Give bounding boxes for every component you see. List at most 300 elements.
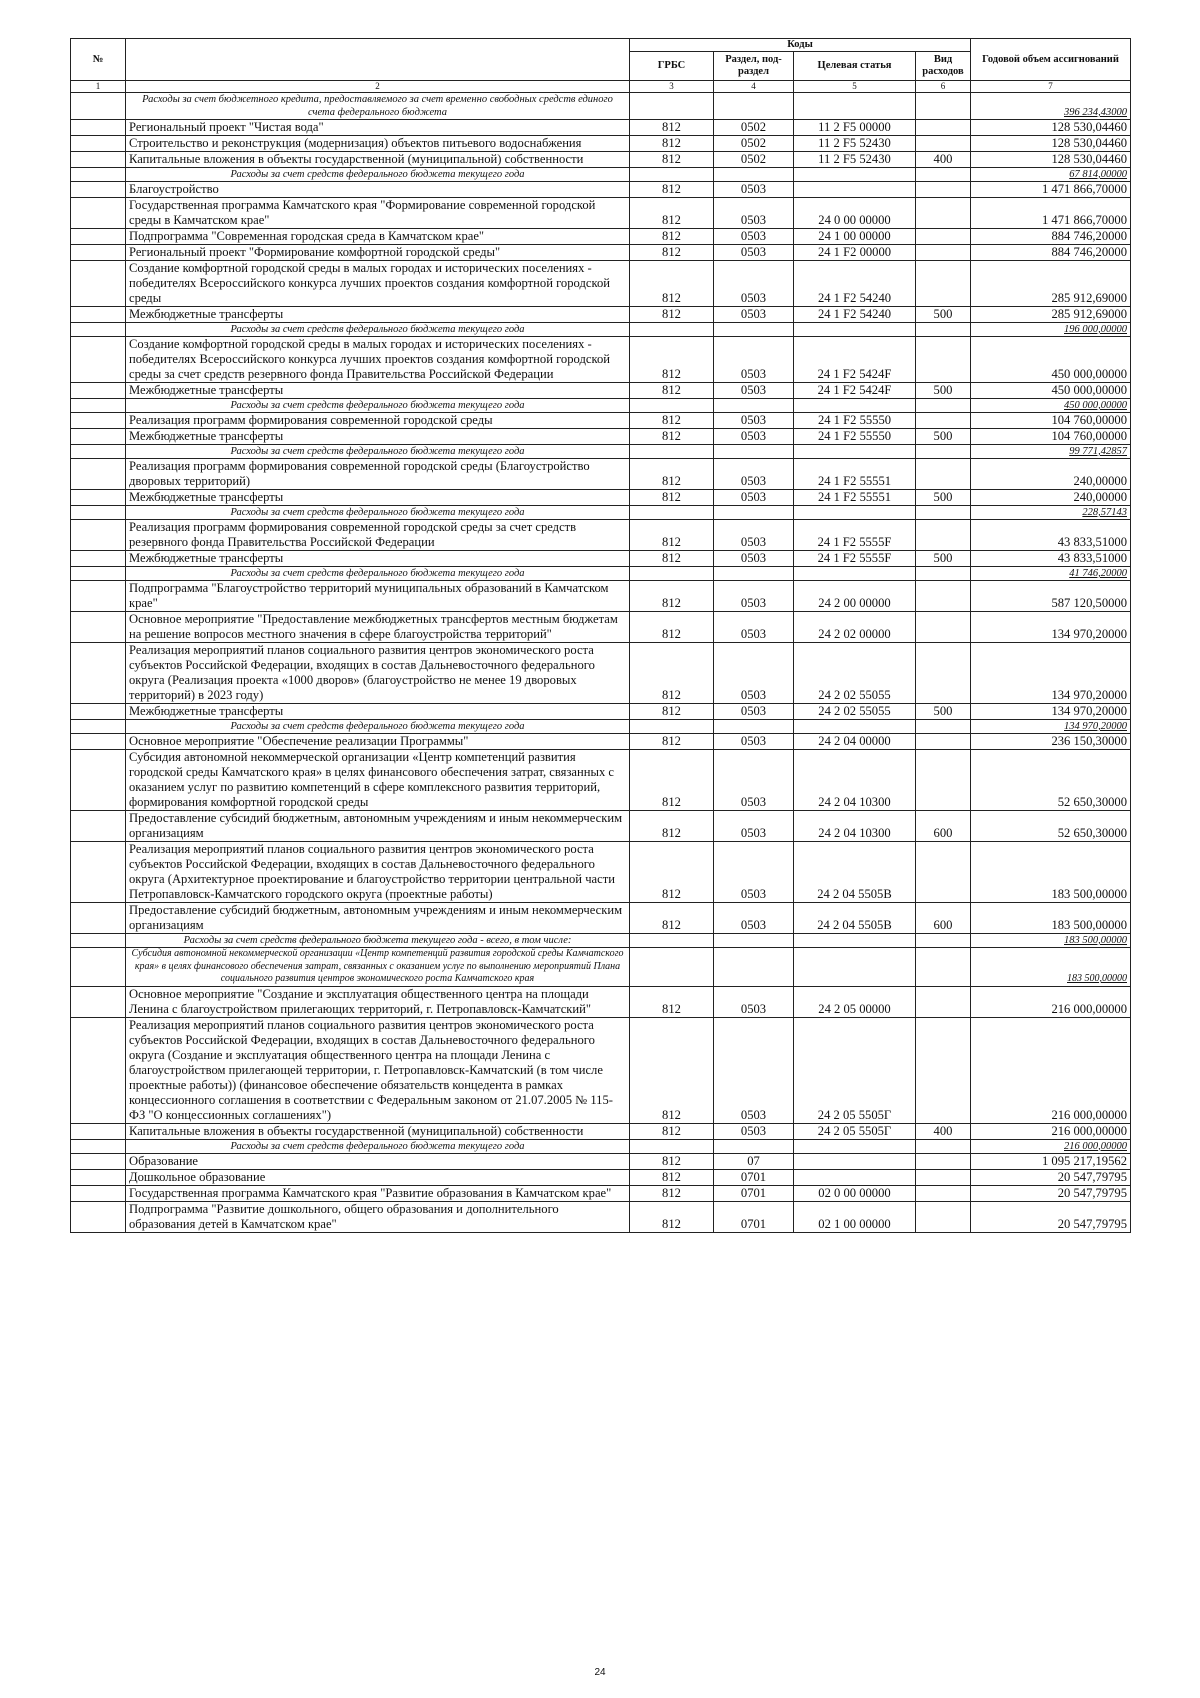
- funding-note-row: [71, 168, 1131, 182]
- grbs-cell: 812: [630, 413, 714, 429]
- table-row: [71, 842, 1131, 903]
- section-cell: 0503: [714, 337, 794, 383]
- amount-cell: 43 833,51000: [971, 551, 1131, 567]
- expense-type-cell: [916, 399, 971, 413]
- expense-type-cell: [916, 643, 971, 704]
- target-cell: 24 1 F2 55551: [794, 490, 916, 506]
- amount-cell: 285 912,69000: [971, 307, 1131, 323]
- amount-cell: 128 530,04460: [971, 120, 1131, 136]
- grbs-cell: 812: [630, 734, 714, 750]
- row-name-cell: Создание комфортной городской среды в малых городах и исторических поселениях - победителях Всероссийского конкурса лучших проектов создания комфортной городской среды: [126, 261, 630, 307]
- row-number-cell: [71, 612, 126, 643]
- expense-type-cell: 600: [916, 903, 971, 934]
- row-name-cell: Расходы за счет средств федерального бюджета текущего года - всего, в том числе:: [126, 934, 630, 948]
- grbs-cell: [630, 168, 714, 182]
- row-name-cell: Межбюджетные трансферты: [126, 704, 630, 720]
- target-cell: [794, 567, 916, 581]
- target-cell: [794, 323, 916, 337]
- section-cell: [714, 399, 794, 413]
- row-name-cell: Расходы за счет средств федерального бюджета текущего года: [126, 399, 630, 413]
- row-number-cell: [71, 1169, 126, 1185]
- table-row: [71, 120, 1131, 136]
- amount-cell: 236 150,30000: [971, 734, 1131, 750]
- expense-type-cell: 500: [916, 490, 971, 506]
- row-number-cell: [71, 229, 126, 245]
- row-name-cell: Межбюджетные трансферты: [126, 551, 630, 567]
- grbs-cell: [630, 399, 714, 413]
- table-row: [71, 1123, 1131, 1139]
- row-name-cell: Капитальные вложения в объекты государственной (муниципальной) собственности: [126, 1123, 630, 1139]
- table-row: [71, 198, 1131, 229]
- row-number-cell: [71, 168, 126, 182]
- col-index: 5: [794, 81, 916, 93]
- amount-cell: 134 970,20000: [971, 704, 1131, 720]
- funding-note-row: [71, 720, 1131, 734]
- expense-type-cell: [916, 323, 971, 337]
- grbs-cell: 812: [630, 490, 714, 506]
- amount-cell: 884 746,20000: [971, 229, 1131, 245]
- target-cell: 24 1 F2 54240: [794, 261, 916, 307]
- section-cell: 0503: [714, 704, 794, 720]
- expense-type-cell: 500: [916, 383, 971, 399]
- grbs-cell: 812: [630, 136, 714, 152]
- row-name-cell: Расходы за счет средств федерального бюджета текущего года: [126, 168, 630, 182]
- section-cell: 0503: [714, 383, 794, 399]
- grbs-cell: 812: [630, 429, 714, 445]
- header-amount: Годовой объем ассигнований: [971, 39, 1131, 81]
- table-row: [71, 182, 1131, 198]
- grbs-cell: 812: [630, 1201, 714, 1232]
- table-row: [71, 734, 1131, 750]
- section-cell: 0503: [714, 750, 794, 811]
- row-name-cell: Предоставление субсидий бюджетным, автономным учреждениям и иным некоммерческим организациям: [126, 903, 630, 934]
- row-name-cell: Межбюджетные трансферты: [126, 307, 630, 323]
- expense-type-cell: 500: [916, 307, 971, 323]
- page-number: 24: [594, 1667, 606, 1678]
- section-cell: 0701: [714, 1185, 794, 1201]
- target-cell: 24 1 F2 5555F: [794, 520, 916, 551]
- expense-type-cell: [916, 1201, 971, 1232]
- row-name-cell: Государственная программа Камчатского края "Развитие образования в Камчатском крае": [126, 1185, 630, 1201]
- grbs-cell: 812: [630, 643, 714, 704]
- grbs-cell: 812: [630, 337, 714, 383]
- expense-type-cell: [916, 750, 971, 811]
- amount-cell: 52 650,30000: [971, 750, 1131, 811]
- target-cell: 11 2 F5 52430: [794, 136, 916, 152]
- expense-type-cell: [916, 506, 971, 520]
- row-number-cell: [71, 948, 126, 987]
- target-cell: [794, 1169, 916, 1185]
- section-cell: [714, 934, 794, 948]
- row-name-cell: Подпрограмма "Благоустройство территорий муниципальных образований в Камчатском крае": [126, 581, 630, 612]
- row-name-cell: Субсидия автономной некоммерческой организации «Центр компетенций развития городской среды Камчатского края» в целях финансового обеспечения затрат, связанных с оказанием услуг по развитию компетенций в сфере комплексного развития территорий, формирования комфортной городской среды: [126, 750, 630, 811]
- grbs-cell: 812: [630, 1123, 714, 1139]
- row-name-cell: Реализация программ формирования современной городской среды за счет средств резервного фонда Правительства Российской Федерации: [126, 520, 630, 551]
- section-cell: [714, 445, 794, 459]
- row-name-cell: Расходы за счет средств федерального бюджета текущего года: [126, 445, 630, 459]
- section-cell: 0503: [714, 612, 794, 643]
- amount-cell: 1 471 866,70000: [971, 198, 1131, 229]
- section-cell: 0503: [714, 429, 794, 445]
- section-cell: [714, 567, 794, 581]
- table-row: [71, 551, 1131, 567]
- target-cell: [794, 445, 916, 459]
- expense-type-cell: [916, 245, 971, 261]
- col-index: 3: [630, 81, 714, 93]
- row-name-cell: Реализация мероприятий планов социального развития центров экономического роста субъектов Российской Федерации, входящих в состав Дальневосточного федерального округа (Создание и эксплуатация общественного центра на площади Ленина с благоустройством прилегающей территории, г. Петропавловск-Камчатский (в том числе проектные работы)) (финансовое обеспечение обязательств концедента в рамках концессионного соглашения в соответствии с Федеральным законом от 21.07.2005 № 115-ФЗ "О концессионных соглашениях"): [126, 1017, 630, 1123]
- target-cell: 24 1 F2 5555F: [794, 551, 916, 567]
- section-cell: 0503: [714, 198, 794, 229]
- grbs-cell: [630, 720, 714, 734]
- row-number-cell: [71, 750, 126, 811]
- target-cell: 02 0 00 00000: [794, 1185, 916, 1201]
- header-section: Раздел, под-раздел: [714, 52, 794, 81]
- funding-note-row: [71, 1139, 1131, 1153]
- target-cell: 24 0 00 00000: [794, 198, 916, 229]
- row-name-cell: Реализация программ формирования современной городской среды (Благоустройство дворовых территорий): [126, 459, 630, 490]
- row-name-cell: Реализация мероприятий планов социального развития центров экономического роста субъектов Российской Федерации, входящих в состав Дальневосточного федерального округа (Реализация проекта «1000 дворов» (благоустройство не менее 19 дворовых территорий) в 2023 году): [126, 643, 630, 704]
- row-number-cell: [71, 1139, 126, 1153]
- target-cell: 24 2 02 55055: [794, 643, 916, 704]
- target-cell: 24 1 F2 55550: [794, 429, 916, 445]
- table-row: [71, 1185, 1131, 1201]
- target-cell: [794, 1153, 916, 1169]
- expense-type-cell: [916, 567, 971, 581]
- expense-type-cell: [916, 934, 971, 948]
- row-number-cell: [71, 1153, 126, 1169]
- table-row: [71, 152, 1131, 168]
- grbs-cell: 812: [630, 520, 714, 551]
- row-name-cell: Капитальные вложения в объекты государственной (муниципальной) собственности: [126, 152, 630, 168]
- section-cell: [714, 168, 794, 182]
- row-number-cell: [71, 93, 126, 120]
- row-name-cell: Строительство и реконструкция (модернизация) объектов питьевого водоснабжения: [126, 136, 630, 152]
- amount-cell: 1 095 217,19562: [971, 1153, 1131, 1169]
- grbs-cell: 812: [630, 383, 714, 399]
- target-cell: [794, 168, 916, 182]
- row-number-cell: [71, 506, 126, 520]
- funding-note-row: [71, 934, 1131, 948]
- table-row: [71, 612, 1131, 643]
- target-cell: 02 1 00 00000: [794, 1201, 916, 1232]
- amount-cell: 183 500,00000: [971, 903, 1131, 934]
- col-index: 6: [916, 81, 971, 93]
- section-cell: 0503: [714, 182, 794, 198]
- amount-cell: 196 000,00000: [971, 323, 1131, 337]
- row-number-cell: [71, 581, 126, 612]
- expense-type-cell: [916, 1017, 971, 1123]
- row-number-cell: [71, 399, 126, 413]
- table-row: [71, 1017, 1131, 1123]
- col-index: 7: [971, 81, 1131, 93]
- grbs-cell: 812: [630, 1169, 714, 1185]
- row-name-cell: Расходы за счет средств федерального бюджета текущего года: [126, 323, 630, 337]
- table-row: [71, 429, 1131, 445]
- grbs-cell: 812: [630, 986, 714, 1017]
- target-cell: 11 2 F5 00000: [794, 120, 916, 136]
- grbs-cell: 812: [630, 704, 714, 720]
- funding-note-row: [71, 445, 1131, 459]
- row-name-cell: Расходы за счет средств федерального бюджета текущего года: [126, 1139, 630, 1153]
- row-number-cell: [71, 567, 126, 581]
- grbs-cell: [630, 93, 714, 120]
- row-name-cell: Субсидия автономной некоммерческой организации «Центр компетенций развития городской среды Камчатского края» в целях финансового обеспечения затрат, связанных с оказанием услуг по выполнению мероприятий Плана социального развития центров экономического роста Камчатского края: [126, 948, 630, 987]
- header-name: [126, 39, 630, 81]
- target-cell: 24 1 00 00000: [794, 229, 916, 245]
- row-number-cell: [71, 704, 126, 720]
- expense-type-cell: [916, 413, 971, 429]
- table-row: [71, 136, 1131, 152]
- row-number-cell: [71, 903, 126, 934]
- row-name-cell: Предоставление субсидий бюджетным, автономным учреждениям и иным некоммерческим организациям: [126, 811, 630, 842]
- grbs-cell: 812: [630, 120, 714, 136]
- funding-note-row: [71, 399, 1131, 413]
- section-cell: 07: [714, 1153, 794, 1169]
- row-number-cell: [71, 198, 126, 229]
- target-cell: 24 2 04 00000: [794, 734, 916, 750]
- section-cell: 0503: [714, 245, 794, 261]
- col-index: 2: [126, 81, 630, 93]
- row-name-cell: Межбюджетные трансферты: [126, 490, 630, 506]
- target-cell: 24 2 05 5505Г: [794, 1123, 916, 1139]
- target-cell: 24 2 05 00000: [794, 986, 916, 1017]
- section-cell: 0503: [714, 811, 794, 842]
- row-number-cell: [71, 490, 126, 506]
- grbs-cell: 812: [630, 261, 714, 307]
- col-index: 4: [714, 81, 794, 93]
- amount-cell: 104 760,00000: [971, 413, 1131, 429]
- table-row: [71, 413, 1131, 429]
- budget-table: [70, 38, 1131, 1233]
- row-name-cell: Благоустройство: [126, 182, 630, 198]
- funding-note-row: [71, 567, 1131, 581]
- row-name-cell: Расходы за счет средств федерального бюджета текущего года: [126, 506, 630, 520]
- row-name-cell: Подпрограмма "Современная городская среда в Камчатском крае": [126, 229, 630, 245]
- amount-cell: 20 547,79795: [971, 1185, 1131, 1201]
- target-cell: 24 1 F2 55551: [794, 459, 916, 490]
- row-name-cell: Реализация мероприятий планов социального развития центров экономического роста субъектов Российской Федерации, входящих в состав Дальневосточного федерального округа (Архитектурное проектирование и благоустройство территории центральной части Петропавловск-Камчатского городского округа (проектные работы): [126, 842, 630, 903]
- row-name-cell: Образование: [126, 1153, 630, 1169]
- expense-type-cell: [916, 229, 971, 245]
- expense-type-cell: 500: [916, 551, 971, 567]
- target-cell: 24 1 F2 5424F: [794, 383, 916, 399]
- row-name-cell: Расходы за счет средств федерального бюджета текущего года: [126, 567, 630, 581]
- expense-type-cell: [916, 337, 971, 383]
- section-cell: 0503: [714, 643, 794, 704]
- column-index-row: [71, 81, 1131, 93]
- grbs-cell: 812: [630, 612, 714, 643]
- section-cell: 0503: [714, 459, 794, 490]
- expense-type-cell: [916, 120, 971, 136]
- amount-cell: 104 760,00000: [971, 429, 1131, 445]
- table-row: [71, 490, 1131, 506]
- expense-type-cell: 600: [916, 811, 971, 842]
- grbs-cell: [630, 323, 714, 337]
- row-number-cell: [71, 323, 126, 337]
- section-cell: 0503: [714, 1017, 794, 1123]
- table-row: [71, 520, 1131, 551]
- row-number-cell: [71, 986, 126, 1017]
- row-number-cell: [71, 152, 126, 168]
- section-cell: 0502: [714, 152, 794, 168]
- row-number-cell: [71, 337, 126, 383]
- amount-cell: 240,00000: [971, 459, 1131, 490]
- expense-type-cell: [916, 182, 971, 198]
- row-number-cell: [71, 720, 126, 734]
- target-cell: 24 2 00 00000: [794, 581, 916, 612]
- row-number-cell: [71, 934, 126, 948]
- expense-type-cell: [916, 1169, 971, 1185]
- target-cell: [794, 1139, 916, 1153]
- target-cell: [794, 506, 916, 520]
- amount-cell: 99 771,42857: [971, 445, 1131, 459]
- expense-type-cell: [916, 720, 971, 734]
- table-row: [71, 337, 1131, 383]
- table-row: [71, 1153, 1131, 1169]
- table-row: [71, 750, 1131, 811]
- table-row: [71, 245, 1131, 261]
- expense-type-cell: [916, 459, 971, 490]
- table-row: [71, 307, 1131, 323]
- amount-cell: 216 000,00000: [971, 1139, 1131, 1153]
- row-number-cell: [71, 1017, 126, 1123]
- expense-type-cell: [916, 93, 971, 120]
- expense-type-cell: [916, 581, 971, 612]
- expense-type-cell: [916, 168, 971, 182]
- row-name-cell: Реализация программ формирования современной городской среды: [126, 413, 630, 429]
- amount-cell: 52 650,30000: [971, 811, 1131, 842]
- section-cell: 0503: [714, 413, 794, 429]
- grbs-cell: [630, 567, 714, 581]
- amount-cell: 183 500,00000: [971, 934, 1131, 948]
- expense-type-cell: [916, 1185, 971, 1201]
- grbs-cell: 812: [630, 1185, 714, 1201]
- amount-cell: 128 530,04460: [971, 152, 1131, 168]
- grbs-cell: 812: [630, 811, 714, 842]
- funding-note-row: [71, 323, 1131, 337]
- target-cell: [794, 934, 916, 948]
- expense-type-cell: [916, 1139, 971, 1153]
- table-row: [71, 903, 1131, 934]
- section-cell: 0503: [714, 734, 794, 750]
- target-cell: 24 2 02 55055: [794, 704, 916, 720]
- grbs-cell: 812: [630, 581, 714, 612]
- row-number-cell: [71, 245, 126, 261]
- section-cell: 0502: [714, 136, 794, 152]
- section-cell: 0503: [714, 551, 794, 567]
- target-cell: 24 1 F2 5424F: [794, 337, 916, 383]
- target-cell: 24 2 05 5505Г: [794, 1017, 916, 1123]
- section-cell: 0503: [714, 842, 794, 903]
- amount-cell: 134 970,20000: [971, 643, 1131, 704]
- target-cell: 24 1 F2 00000: [794, 245, 916, 261]
- amount-cell: 450 000,00000: [971, 383, 1131, 399]
- expense-type-cell: [916, 198, 971, 229]
- section-cell: [714, 323, 794, 337]
- grbs-cell: 812: [630, 842, 714, 903]
- section-cell: 0503: [714, 307, 794, 323]
- amount-cell: 43 833,51000: [971, 520, 1131, 551]
- target-cell: [794, 399, 916, 413]
- table-row: [71, 581, 1131, 612]
- table-row: [71, 1201, 1131, 1232]
- row-name-cell: Основное мероприятие "Обеспечение реализации Программы": [126, 734, 630, 750]
- row-number-cell: [71, 413, 126, 429]
- row-name-cell: Государственная программа Камчатского края "Формирование современной городской среды в Камчатском крае": [126, 198, 630, 229]
- row-name-cell: Создание комфортной городской среды в малых городах и исторических поселениях - победителях Всероссийского конкурса лучших проектов создания комфортной городской среды за счет средств резервного фонда Правительства Российской Федерации: [126, 337, 630, 383]
- section-cell: [714, 506, 794, 520]
- row-number-cell: [71, 811, 126, 842]
- amount-cell: 216 000,00000: [971, 1017, 1131, 1123]
- funding-note-row: [71, 948, 1131, 987]
- expense-type-cell: [916, 948, 971, 987]
- expense-type-cell: [916, 445, 971, 459]
- grbs-cell: 812: [630, 903, 714, 934]
- expense-type-cell: 500: [916, 704, 971, 720]
- grbs-cell: 812: [630, 229, 714, 245]
- row-number-cell: [71, 307, 126, 323]
- amount-cell: 134 970,20000: [971, 720, 1131, 734]
- header-codes: Коды: [630, 39, 971, 52]
- amount-cell: 20 547,79795: [971, 1201, 1131, 1232]
- table-row: [71, 459, 1131, 490]
- grbs-cell: 812: [630, 198, 714, 229]
- amount-cell: 884 746,20000: [971, 245, 1131, 261]
- row-number-cell: [71, 520, 126, 551]
- expense-type-cell: 400: [916, 1123, 971, 1139]
- grbs-cell: 812: [630, 551, 714, 567]
- target-cell: [794, 93, 916, 120]
- row-number-cell: [71, 643, 126, 704]
- target-cell: [794, 948, 916, 987]
- section-cell: 0701: [714, 1169, 794, 1185]
- expense-type-cell: [916, 261, 971, 307]
- amount-cell: 183 500,00000: [971, 842, 1131, 903]
- expense-type-cell: 500: [916, 429, 971, 445]
- table-row: [71, 261, 1131, 307]
- row-number-cell: [71, 842, 126, 903]
- grbs-cell: [630, 934, 714, 948]
- grbs-cell: 812: [630, 182, 714, 198]
- funding-note-row: [71, 93, 1131, 120]
- row-number-cell: [71, 429, 126, 445]
- amount-cell: 128 530,04460: [971, 136, 1131, 152]
- row-number-cell: [71, 182, 126, 198]
- table-row: [71, 1169, 1131, 1185]
- row-number-cell: [71, 734, 126, 750]
- row-number-cell: [71, 445, 126, 459]
- grbs-cell: 812: [630, 307, 714, 323]
- expense-type-cell: 400: [916, 152, 971, 168]
- row-name-cell: Расходы за счет бюджетного кредита, предоставляемого за счет временно свободных средств единого счета федерального бюджета: [126, 93, 630, 120]
- amount-cell: 216 000,00000: [971, 986, 1131, 1017]
- amount-cell: 587 120,50000: [971, 581, 1131, 612]
- table-row: [71, 383, 1131, 399]
- table-body: [71, 93, 1131, 1233]
- target-cell: 24 1 F2 54240: [794, 307, 916, 323]
- amount-cell: 41 746,20000: [971, 567, 1131, 581]
- target-cell: 24 2 04 10300: [794, 750, 916, 811]
- amount-cell: 67 814,00000: [971, 168, 1131, 182]
- row-name-cell: Региональный проект "Формирование комфортной городской среды": [126, 245, 630, 261]
- amount-cell: 450 000,00000: [971, 399, 1131, 413]
- grbs-cell: [630, 506, 714, 520]
- expense-type-cell: [916, 1153, 971, 1169]
- section-cell: 0503: [714, 261, 794, 307]
- grbs-cell: 812: [630, 1153, 714, 1169]
- table-row: [71, 704, 1131, 720]
- target-cell: 24 2 04 10300: [794, 811, 916, 842]
